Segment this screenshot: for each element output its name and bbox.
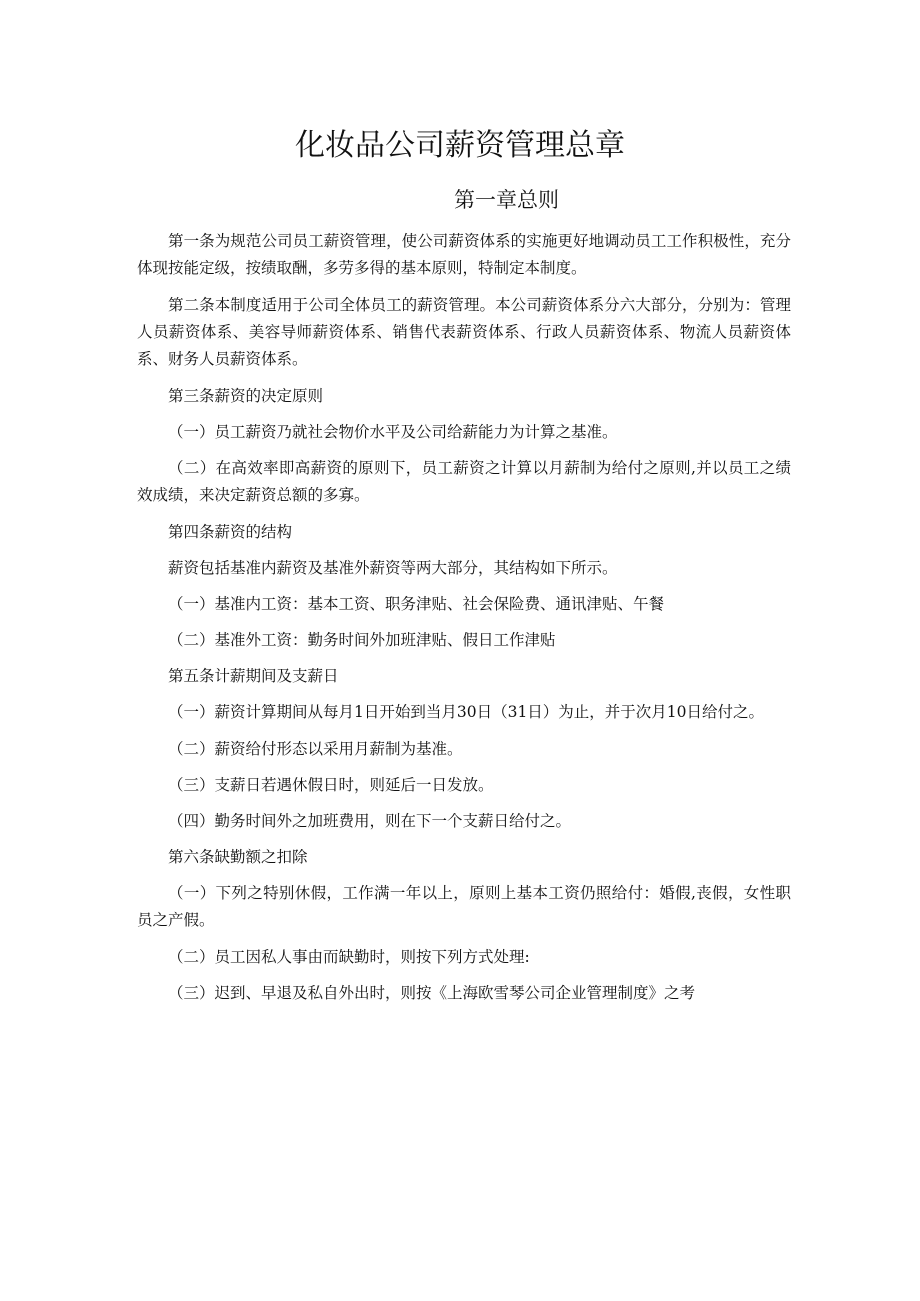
article-5-item-4: （四）勤务时间外之加班费用，则在下一个支薪日给付之。 xyxy=(168,812,572,830)
article-5-item-1: （一）薪资计算期间从每月1日开始到当月30日（31日）为止，并于次月10日给付之。 xyxy=(168,703,765,721)
article-3-heading: 第三条薪资的决定原则 xyxy=(168,387,324,405)
document-body xyxy=(137,228,791,1016)
document-title: 化妆品公司薪资管理总章 xyxy=(295,128,625,163)
article-2-paragraph: 第二条本制度适用于公司全体员工的薪资管理。本公司薪资体系分六大部分，分别为：管理人员薪资体系、美容导师薪资体系、销售代表薪资体系、行政人员薪资体系、物流人员薪资体系、财务人员薪资体系。 xyxy=(137,296,791,368)
article-3-item-1: （一）员工薪资乃就社会物价水平及公司给薪能力为计算之基准。 xyxy=(168,423,618,441)
article-4-item-2: （二）基准外工资：勤务时间外加班津贴、假日工作津贴 xyxy=(168,631,556,649)
article-5-item-2: （二）薪资给付形态以采用月薪制为基准。 xyxy=(168,740,463,758)
article-1-paragraph: 第一条为规范公司员工薪资管理，使公司薪资体系的实施更好地调动员工工作积极性，充分体现按能定级，按绩取酬，多劳多得的基本原则，特制定本制度。 xyxy=(137,232,791,277)
article-4-item-1: （一）基准内工资：基本工资、职务津贴、社会保险费、通讯津贴、午餐 xyxy=(168,595,665,613)
article-3-item-2: （二）在高效率即高薪资的原则下，员工薪资之计算以月薪制为给付之原则,并以员工之绩效成绩，来决定薪资总额的多寡。 xyxy=(137,459,791,504)
article-4-intro: 薪资包括基准内薪资及基准外薪资等两大部分，其结构如下所示。 xyxy=(168,559,618,577)
article-5-item-3: （三）支薪日若遇休假日时，则延后一日发放。 xyxy=(168,776,494,794)
article-6-item-2: （二）员工因私人事由而缺勤时，则按下列方式处理: xyxy=(168,948,530,966)
article-6-item-3: （三）迟到、早退及私自外出时，则按《上海欧雪琴公司企业管理制度》之考 xyxy=(168,984,696,1002)
chapter-title: 第一章总则 xyxy=(454,188,559,212)
article-6-heading: 第六条缺勤额之扣除 xyxy=(168,848,308,866)
article-5-heading: 第五条计薪期间及支薪日 xyxy=(168,667,339,685)
article-6-item-1: （一）下列之特别休假，工作满一年以上，原则上基本工资仍照给付：婚假,丧假，女性职员之产假。 xyxy=(137,884,791,929)
article-4-heading: 第四条薪资的结构 xyxy=(168,523,293,541)
